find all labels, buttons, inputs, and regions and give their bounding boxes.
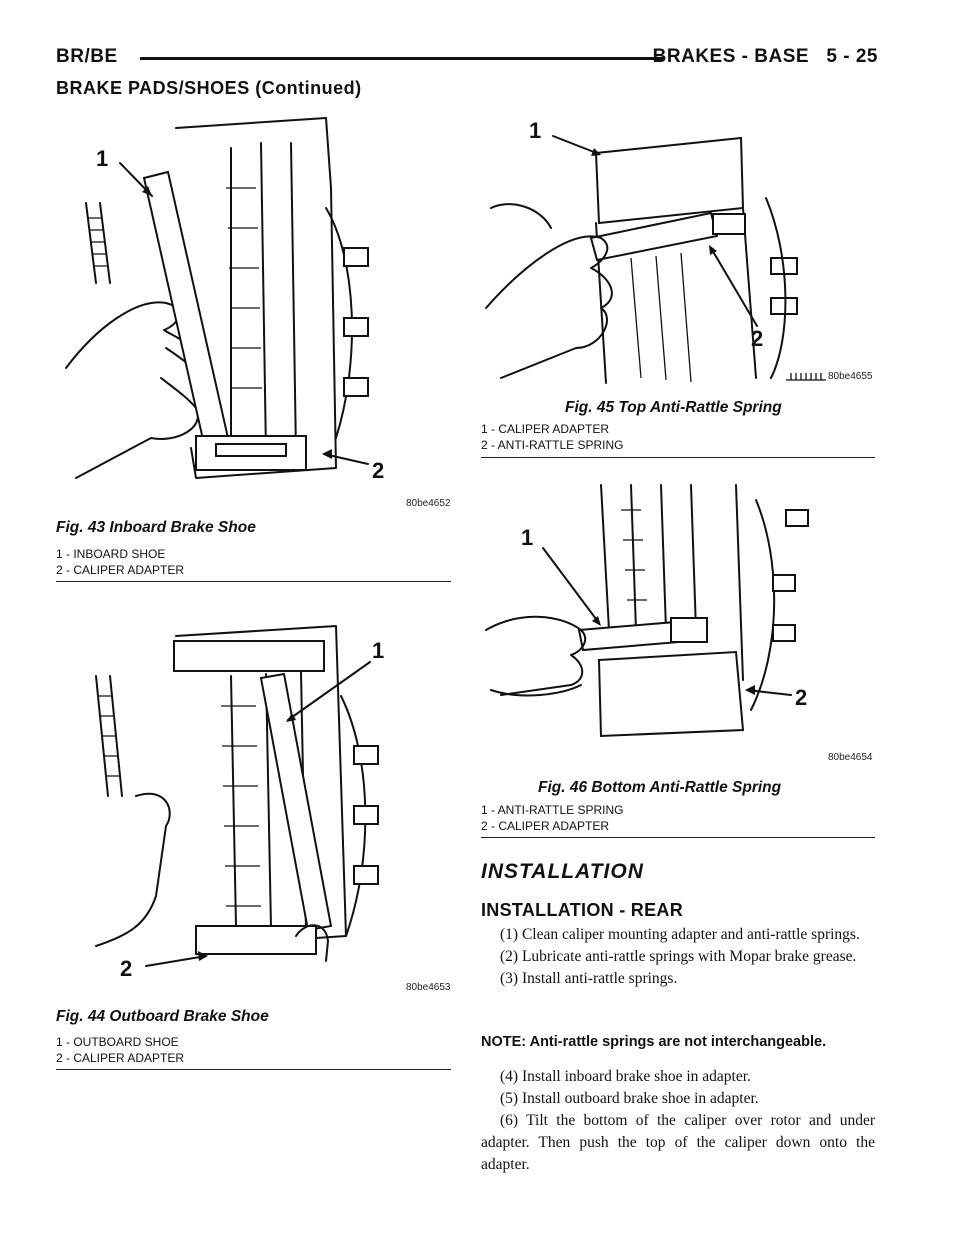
fig43-legend xyxy=(56,546,184,578)
fig45-title: Fig. 45 Top Anti-Rattle Spring xyxy=(565,399,782,416)
fig43-legend-item-2: 2 - CALIPER ADAPTER xyxy=(56,563,185,577)
fig43-code: 80be4652 xyxy=(406,498,451,509)
fig46-title: Fig. 46 Bottom Anti-Rattle Spring xyxy=(538,779,782,796)
fig43-rule xyxy=(56,581,451,582)
fig44-legend xyxy=(56,1034,184,1066)
fig46-callout-2: 2 xyxy=(795,685,808,710)
section-heading: BRAKE PADS/SHOES (Continued) xyxy=(56,78,362,98)
fig44-callout-2: 2 xyxy=(120,956,133,981)
fig43-legend-item-1: 1 - INBOARD SHOE xyxy=(56,547,166,561)
header-page-number: 5 - 25 xyxy=(826,46,878,67)
fig44-legend-item-2: 2 - CALIPER ADAPTER xyxy=(56,1051,185,1065)
fig46-callout-1: 1 xyxy=(521,525,534,550)
step-6: (6) Tilt the bottom of the caliper over rotor and under adapter. Then push the top of the caliper down onto the adapter. xyxy=(481,1112,875,1173)
header-rule xyxy=(140,57,664,60)
figure-45-illustration xyxy=(481,108,875,390)
fig44-callout-1: 1 xyxy=(372,638,385,663)
installation-note: NOTE: Anti-rattle springs are not interchangeable. xyxy=(481,1034,827,1050)
fig45-callout-2: 2 xyxy=(751,326,764,351)
fig45-legend xyxy=(481,421,623,453)
fig45-legend-item-1: 1 - CALIPER ADAPTER xyxy=(481,422,610,436)
fig45-code: 80be4655 xyxy=(828,371,873,382)
step-5: (5) Install outboard brake shoe in adapter. xyxy=(500,1090,759,1107)
header-section: BRAKES - BASE xyxy=(652,46,810,67)
header-section-page xyxy=(653,46,878,68)
step-1: (1) Clean caliper mounting adapter and anti-rattle springs. xyxy=(500,926,860,943)
fig45-callout-1: 1 xyxy=(529,118,542,143)
fig43-callout-1: 1 xyxy=(96,146,109,171)
fig45-rule xyxy=(481,457,875,458)
fig44-code: 80be4653 xyxy=(406,982,451,993)
header-manual-code: BR/BE xyxy=(56,46,118,67)
fig46-legend-item-2: 2 - CALIPER ADAPTER xyxy=(481,819,610,833)
fig43-callout-2: 2 xyxy=(372,458,385,483)
step-3: (3) Install anti-rattle springs. xyxy=(500,970,678,987)
fig44-title: Fig. 44 Outboard Brake Shoe xyxy=(56,1008,269,1025)
fig45-legend-item-2: 2 - ANTI-RATTLE SPRING xyxy=(481,438,624,452)
installation-steps-1-3 xyxy=(481,924,875,990)
figure-44-illustration xyxy=(56,596,452,992)
fig46-rule xyxy=(481,837,875,838)
fig44-rule xyxy=(56,1069,451,1070)
step-4: (4) Install inboard brake shoe in adapter. xyxy=(500,1068,751,1085)
fig44-legend-item-1: 1 - OUTBOARD SHOE xyxy=(56,1035,179,1049)
installation-steps-4-6 xyxy=(481,1066,875,1176)
fig43-title: Fig. 43 Inboard Brake Shoe xyxy=(56,519,256,536)
fig46-legend-item-1: 1 - ANTI-RATTLE SPRING xyxy=(481,803,624,817)
fig46-code: 80be4654 xyxy=(828,752,873,763)
step-2: (2) Lubricate anti-rattle springs with Mopar brake grease. xyxy=(500,948,857,965)
installation-rear-heading: INSTALLATION - REAR xyxy=(481,900,684,920)
figure-46-illustration xyxy=(481,480,875,750)
installation-heading: INSTALLATION xyxy=(481,860,644,883)
figure-43-illustration xyxy=(56,108,452,504)
fig46-legend xyxy=(481,802,623,834)
